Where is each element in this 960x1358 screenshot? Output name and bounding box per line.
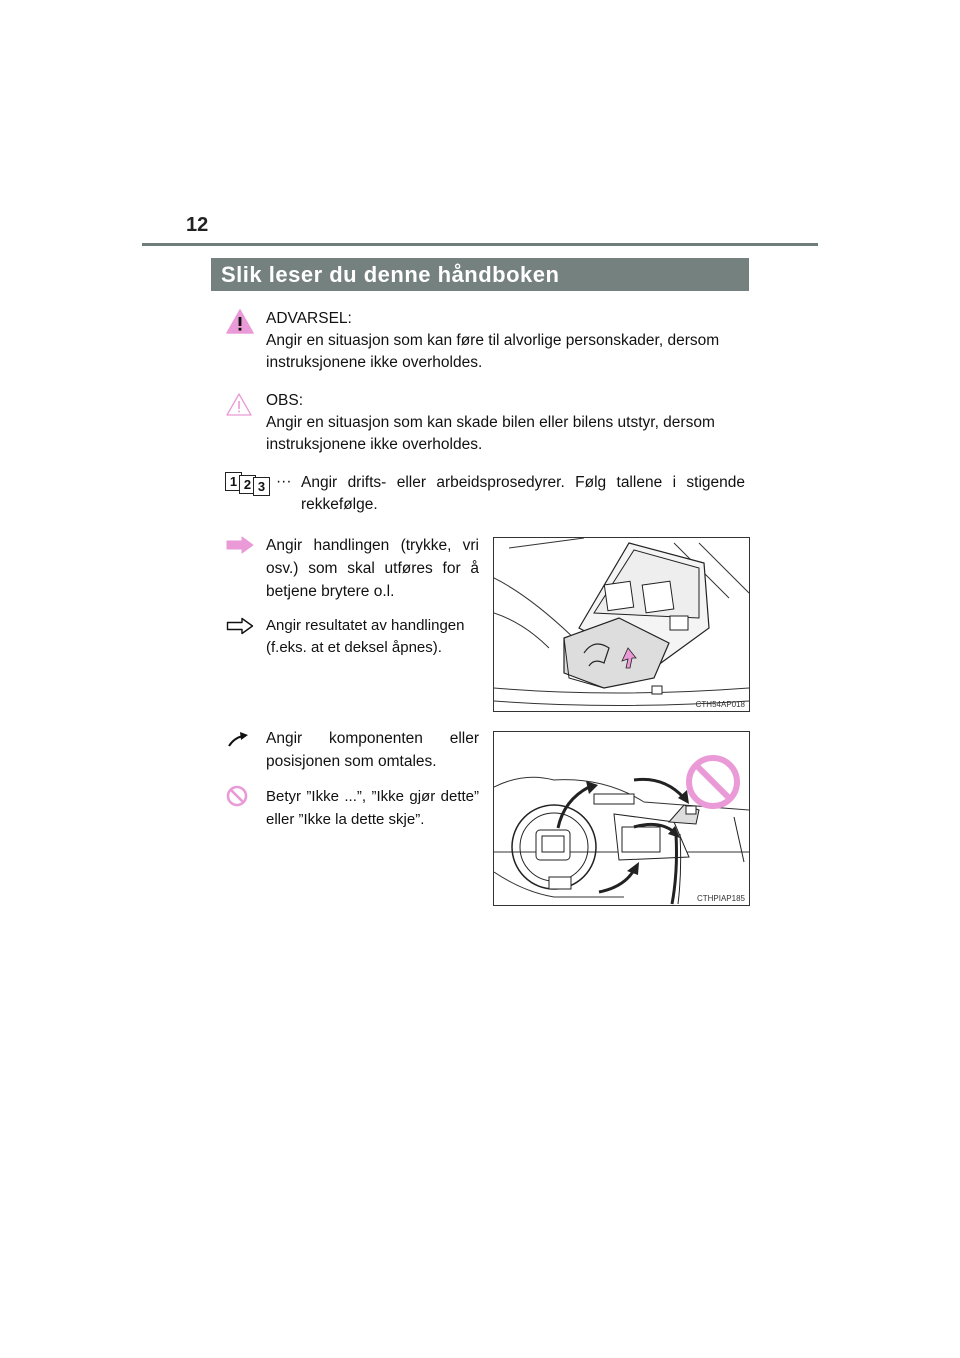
- step-numbers-icon: [225, 472, 275, 494]
- component-arrow-icon: [227, 730, 249, 748]
- dashboard-figure: [493, 731, 750, 906]
- component-arrow-text: Angir komponenten eller posisjonen som omtales.: [266, 730, 479, 770]
- page-number: 12: [186, 214, 209, 236]
- steps-text: Angir drifts- eller arbeidsprosedyrer. Følg tallene i stigende rekkefølge.: [301, 474, 745, 513]
- warning-label: ADVARSEL:: [266, 310, 352, 327]
- dashboard-illustration: [494, 732, 749, 905]
- step-number: 1: [225, 472, 242, 491]
- caution-triangle-icon: [226, 393, 252, 416]
- step-dots: ···: [276, 473, 292, 490]
- warning-triangle-icon: [226, 309, 254, 334]
- action-arrow-text: Angir handlingen (trykke, vri osv.) som skal utføres for å betjene brytere o.l.: [266, 537, 479, 600]
- warning-text: Angir en situasjon som kan føre til alvorlige personskader, dersom instruksjonene ikke overholdes.: [266, 332, 720, 371]
- notice-text: Angir en situasjon som kan skade bilen eller bilens utstyr, dersom instruksjonene ikke overholdes.: [266, 414, 715, 453]
- action-arrow-icon: [226, 536, 254, 554]
- step-number: 2: [239, 475, 256, 494]
- result-arrow-icon: [226, 617, 254, 635]
- notice-label: OBS:: [266, 392, 304, 409]
- prohibition-text: Betyr ”Ikke ...”, ”Ikke gjør dette” eller ”Ikke la dette skje”.: [266, 788, 479, 828]
- overhead-console-figure: [493, 537, 750, 712]
- section-title: Slik leser du denne håndboken: [211, 258, 749, 291]
- prohibition-icon: [226, 785, 248, 807]
- figure-code: CTHPIAP185: [696, 894, 745, 903]
- result-arrow-text: Angir resultatet av handlingen (f.eks. at et deksel åpnes).: [266, 617, 465, 656]
- overhead-console-illustration: [494, 538, 749, 711]
- header-rule: [142, 243, 818, 246]
- figure-code: CTH54AP018: [695, 700, 745, 709]
- step-number: 3: [253, 477, 270, 496]
